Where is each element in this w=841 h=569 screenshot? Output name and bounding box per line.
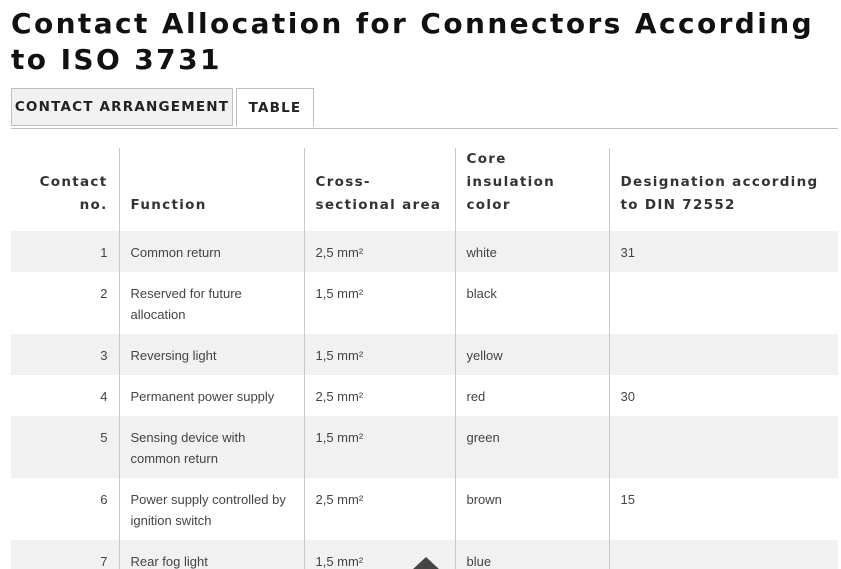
cell-contact-no: 7: [11, 540, 119, 569]
cell-designation: 30: [609, 375, 838, 416]
cell-contact-no: 3: [11, 334, 119, 375]
cell-contact-no: 2: [100, 286, 108, 301]
cell-area: 2,5 mm²: [304, 231, 455, 272]
cell-function: Reversing light: [119, 334, 304, 375]
table-row: [11, 375, 838, 416]
cell-function: Rear fog light: [119, 540, 304, 569]
cell-color: green: [455, 416, 609, 478]
cell-designation: 31: [609, 231, 838, 272]
cell-function: Power supply controlled by ignition switch: [119, 478, 304, 540]
scroll-up-arrow-icon[interactable]: [412, 557, 440, 569]
cell-function: Reserved for future allocation: [119, 272, 304, 334]
cell-color: black: [455, 272, 609, 334]
cell-function: Sensing device with common return: [119, 416, 304, 478]
cell-area: 1,5 mm²: [304, 540, 455, 569]
cell-designation: [609, 416, 838, 478]
header-designation: Designation according to DIN 72552: [609, 148, 838, 231]
cell-designation: [609, 540, 838, 569]
cell-function: Permanent power supply: [119, 375, 304, 416]
header-contact-no: Contact no.: [39, 174, 108, 213]
cell-contact-no: 4: [100, 389, 108, 404]
table-row: [11, 231, 838, 272]
contact-allocation-table: [11, 148, 838, 569]
tab-table[interactable]: TABLE: [236, 88, 314, 127]
cell-color: red: [455, 375, 609, 416]
cell-area: 2,5 mm²: [304, 478, 455, 540]
cell-designation: [609, 272, 838, 334]
header-function: Function: [119, 148, 304, 231]
cell-function: Common return: [119, 231, 304, 272]
cell-area: 2,5 mm²: [304, 375, 455, 416]
cell-color: white: [455, 231, 609, 272]
cell-color: yellow: [455, 334, 609, 375]
cell-designation: [609, 334, 838, 375]
table-header-row: [11, 148, 838, 231]
cell-contact-no: 5: [11, 416, 119, 478]
cell-color: brown: [455, 478, 609, 540]
cell-area: 1,5 mm²: [304, 334, 455, 375]
table-row: [11, 416, 838, 478]
table-row: [11, 272, 838, 334]
cell-contact-no: 1: [11, 231, 119, 272]
cell-area: 1,5 mm²: [304, 416, 455, 478]
cell-contact-no: 6: [100, 492, 108, 507]
cell-designation: 15: [609, 478, 838, 540]
tab-contact-arrangement[interactable]: CONTACT ARRANGEMENT: [11, 88, 233, 126]
tab-bar: [11, 88, 838, 129]
cell-color: blue: [455, 540, 609, 569]
header-core-insulation-color: Core insulation color: [455, 148, 609, 231]
cell-area: 1,5 mm²: [304, 272, 455, 334]
table-row: [11, 334, 838, 375]
page-title: Contact Allocation for Connectors According to ISO 3731: [11, 7, 815, 76]
header-cross-sectional-area: Cross-sectional area: [304, 148, 455, 231]
table-row: [11, 478, 838, 540]
